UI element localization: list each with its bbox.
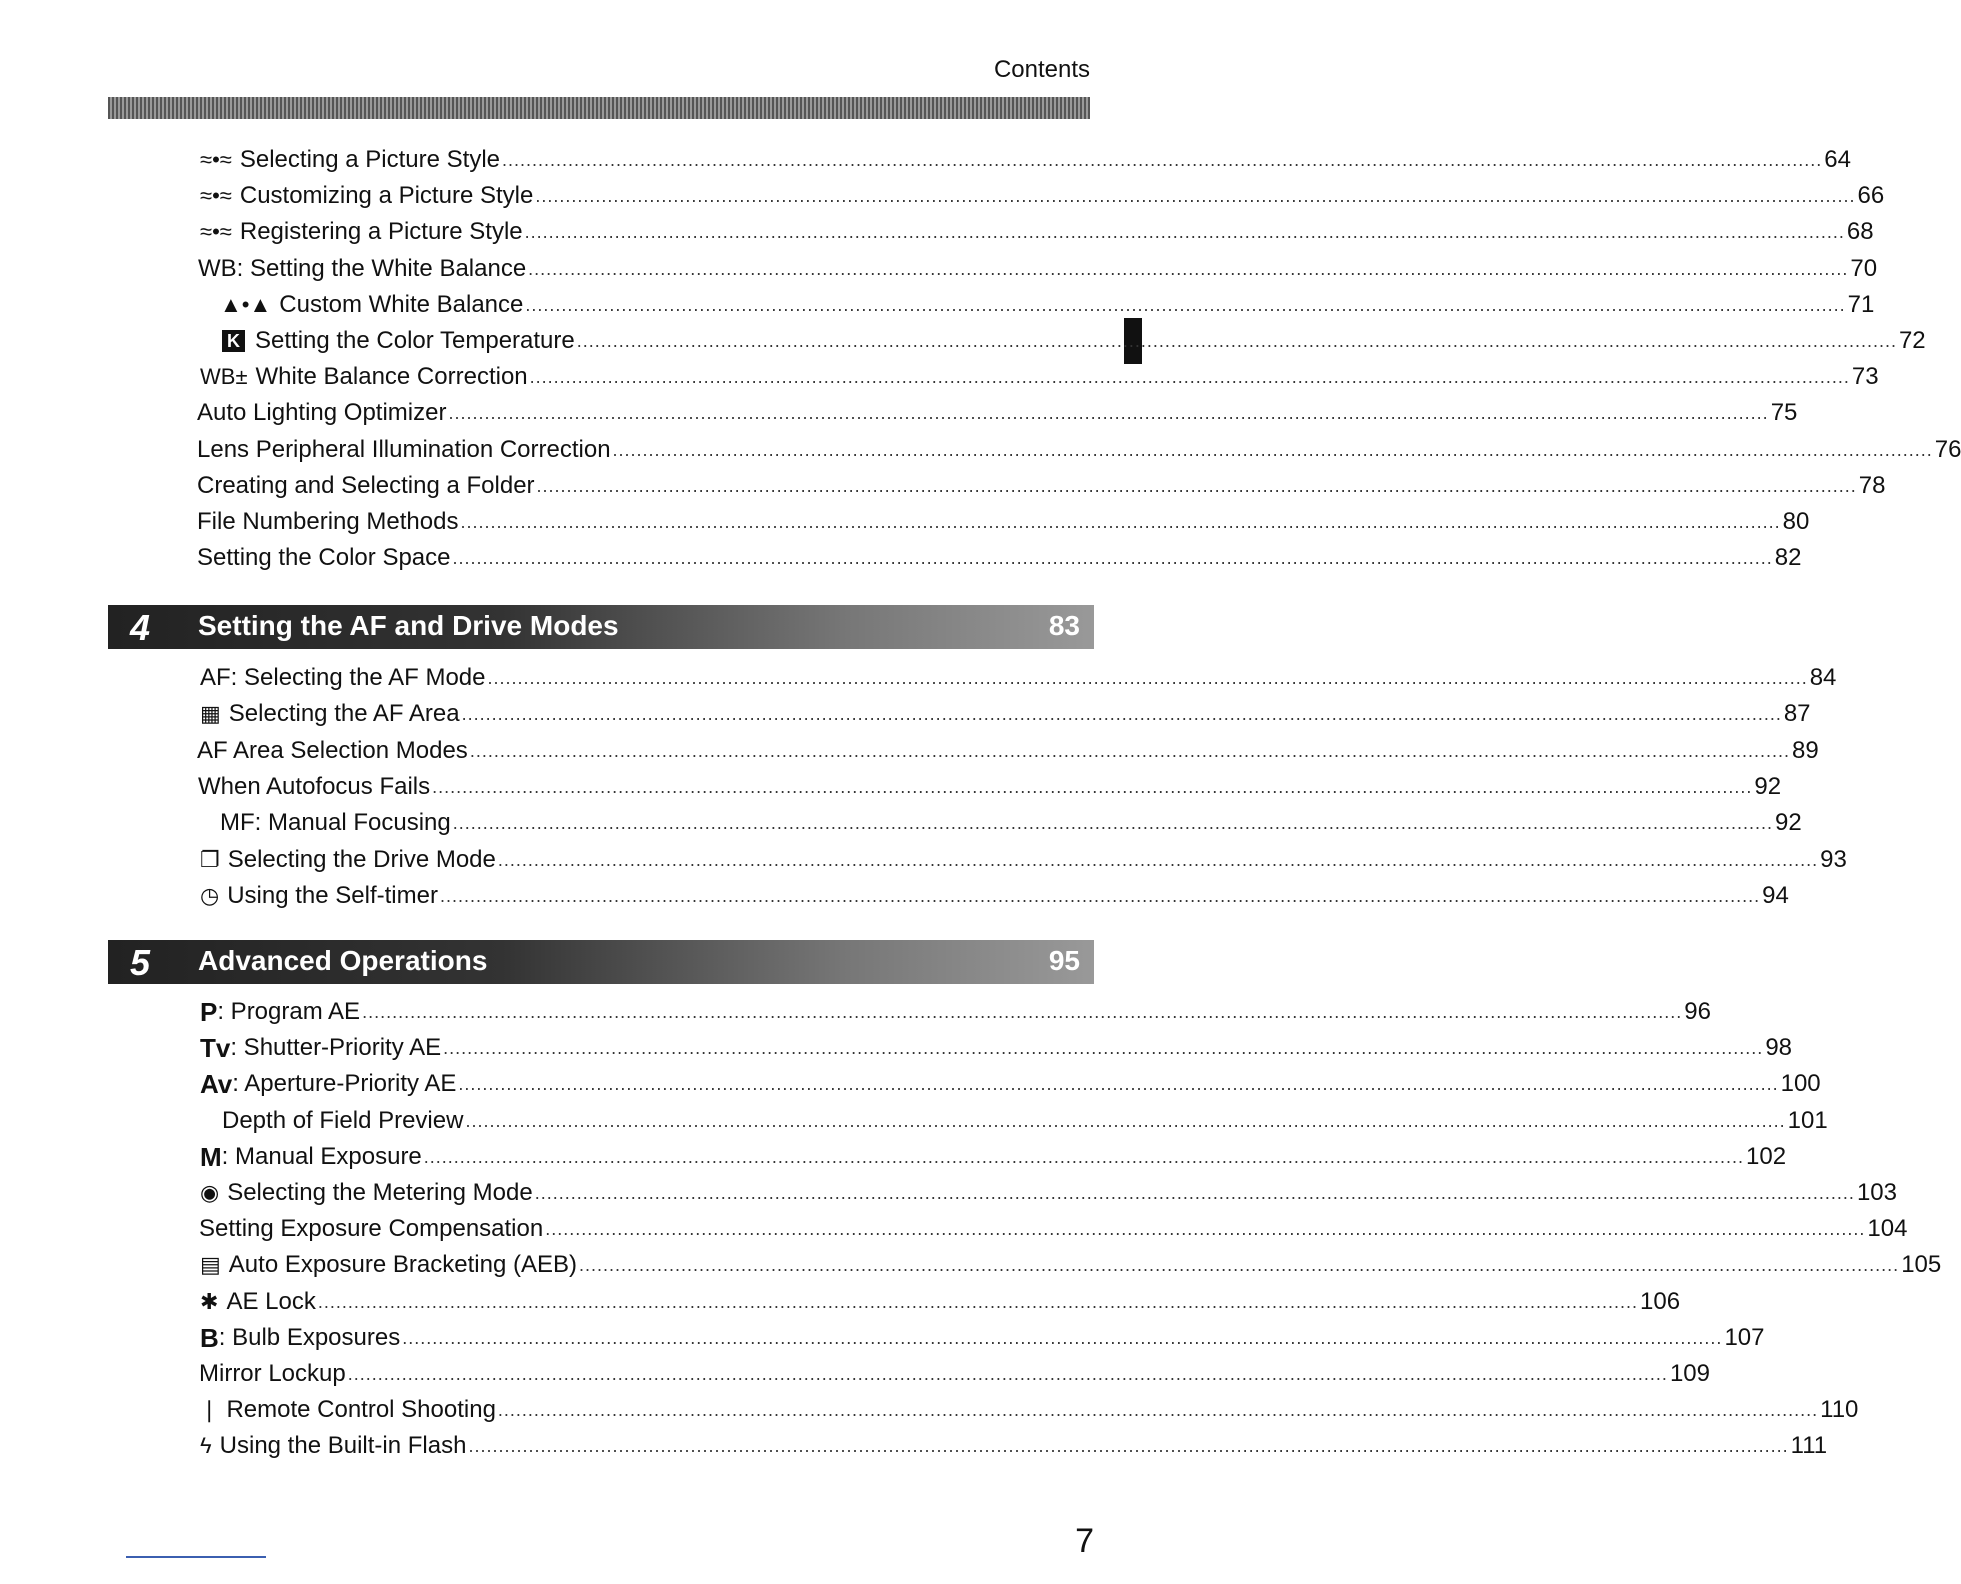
toc-entry-page: 107 <box>1724 1323 1765 1351</box>
dot-leader: ............................................................................................................................................................................................................................ <box>535 186 1856 207</box>
toc-entry[interactable] <box>198 251 1878 283</box>
toc-entry-label <box>222 327 575 355</box>
toc-entry-title: AE Lock <box>226 1287 316 1315</box>
picture-style-icon: ≈•≈ <box>200 147 232 172</box>
toc-entry-title: When Autofocus Fails <box>198 772 431 800</box>
toc-entry-page: 92 <box>1754 772 1782 800</box>
toc-entry-title: : Selecting the AF Mode <box>230 664 486 691</box>
toc-entry-label <box>197 472 535 500</box>
toc-entry-page: 68 <box>1846 218 1874 246</box>
toc-entry[interactable] <box>200 1139 1787 1172</box>
toc-entry-page: 104 <box>1867 1215 1908 1243</box>
toc-entry[interactable] <box>197 540 1802 572</box>
dot-leader: ............................................................................................................................................................................................................................ <box>461 704 1782 725</box>
toc-entry[interactable] <box>200 214 1874 246</box>
section-5-page: 95 <box>1048 945 1080 976</box>
section-4-title: Setting the AF and Drive Modes <box>198 610 619 641</box>
dot-leader: ............................................................................................................................................................................................................................ <box>448 403 1769 424</box>
toc-entry-title: Using the Self-timer <box>227 881 438 909</box>
ae-lock-icon: ✱ <box>200 1288 219 1314</box>
toc-entry-label <box>199 1360 346 1388</box>
toc-entry-label <box>222 1107 463 1135</box>
toc-entry[interactable] <box>200 1428 1828 1460</box>
toc-entry-page: 93 <box>1820 845 1847 873</box>
header-rule-bar <box>108 97 1090 119</box>
toc-entry[interactable] <box>199 1211 1908 1243</box>
mode-prefix: B <box>200 1322 219 1353</box>
toc-entry-title: Selecting the Metering Mode <box>227 1179 533 1206</box>
header-contents-label: Contents <box>993 56 1090 83</box>
section-5-header[interactable] <box>108 940 1094 984</box>
remote-control-icon: ❘ <box>200 1397 219 1423</box>
dot-leader: ............................................................................................................................................................................................................................ <box>452 548 1773 569</box>
dot-leader: ............................................................................................................................................................................................................................ <box>497 1400 1819 1421</box>
picture-style-icon: ≈•≈ <box>200 183 232 209</box>
section-4-header[interactable] <box>108 605 1094 649</box>
toc-entry-page: 64 <box>1824 146 1851 173</box>
toc-entry[interactable] <box>200 359 1879 391</box>
toc-entry[interactable] <box>198 769 1782 801</box>
footer-link-line <box>126 1556 266 1558</box>
toc-entry-title: Selecting a Picture Style <box>239 146 500 173</box>
mode-prefix: AF <box>200 664 231 691</box>
toc-entry-label <box>200 846 496 874</box>
toc-entry-page: 80 <box>1782 508 1810 535</box>
toc-entry-title: : Aperture-Priority AE <box>232 1070 457 1098</box>
dot-leader: ............................................................................................................................................................................................................................ <box>468 1436 1789 1457</box>
toc-entry-label <box>200 1034 441 1062</box>
toc-entry[interactable] <box>222 323 1926 355</box>
dot-leader: ............................................................................................................................................................................................................................ <box>362 1002 1683 1022</box>
toc-entry-label <box>198 255 526 283</box>
toc-entry-title: Custom White Balance <box>279 290 524 318</box>
wb-correction-icon: WB± <box>200 364 248 390</box>
toc-entry[interactable] <box>200 1247 1942 1279</box>
toc-entry[interactable] <box>197 504 1810 536</box>
toc-entry[interactable] <box>200 1030 1793 1064</box>
toc-entry-page: 96 <box>1684 998 1711 1025</box>
toc-entry-page: 98 <box>1765 1034 1793 1062</box>
toc-entry-title: : Bulb Exposures <box>218 1323 401 1351</box>
toc-entry-page: 94 <box>1762 881 1789 909</box>
toc-entry-label <box>200 1143 422 1171</box>
toc-entry-title: Remote Control Shooting <box>226 1396 496 1424</box>
toc-entry-label <box>200 1324 400 1352</box>
toc-entry[interactable] <box>197 395 1798 427</box>
flash-icon: ϟ <box>200 1433 212 1459</box>
toc-entry[interactable] <box>200 696 1811 728</box>
toc-entry-label <box>200 664 485 692</box>
toc-entry-title: Using the Built-in Flash <box>219 1432 467 1460</box>
toc-entry-page: 66 <box>1857 182 1885 210</box>
dot-leader: ............................................................................................................................................................................................................................ <box>452 813 1773 834</box>
toc-entry-page: 89 <box>1792 736 1819 764</box>
toc-entry[interactable] <box>220 287 1875 319</box>
toc-entry-page: 73 <box>1851 363 1879 391</box>
dot-leader: ............................................................................................................................................................................................................................ <box>465 1110 1786 1131</box>
toc-entry[interactable] <box>197 432 1961 464</box>
section-4-number: 4 <box>130 607 151 648</box>
toc-entry-label <box>200 1070 456 1098</box>
dot-leader: ............................................................................................................................................................................................................................ <box>443 1038 1764 1059</box>
toc-entry-label <box>200 1251 577 1279</box>
dot-leader: ............................................................................................................................................................................................................................ <box>432 776 1753 797</box>
toc-entry-title: Setting the Color Space <box>197 544 451 572</box>
toc-entry-page: 71 <box>1847 290 1875 318</box>
dot-leader: ............................................................................................................................................................................................................................ <box>458 1074 1779 1095</box>
dot-leader: ............................................................................................................................................................................................................................ <box>578 1255 1900 1276</box>
toc-entry-page: 109 <box>1669 1360 1710 1387</box>
toc-entry-title: Auto Exposure Bracketing (AEB) <box>228 1251 577 1279</box>
dot-leader: ............................................................................................................................................................................................................................ <box>524 222 1845 243</box>
toc-entry[interactable] <box>200 1066 1821 1100</box>
picture-style-icon: ≈•≈ <box>200 219 232 245</box>
toc-entry-page: 92 <box>1774 809 1802 837</box>
toc-entry[interactable] <box>197 468 1886 500</box>
toc-entry-title: Lens Peripheral Illumination Correction <box>197 435 611 463</box>
mode-prefix: WB <box>198 254 237 282</box>
section-5-number: 5 <box>130 942 151 983</box>
toc-entry-page: 78 <box>1858 471 1886 499</box>
toc-entry-title: Creating and Selecting a Folder <box>197 471 535 499</box>
toc-entry[interactable] <box>200 842 1847 874</box>
dot-leader: ............................................................................................................................................................................................................................ <box>402 1327 1723 1348</box>
toc-entry-label <box>200 1288 316 1316</box>
toc-entry-label <box>199 1215 543 1243</box>
toc-entry[interactable] <box>197 733 1819 765</box>
toc-entry-label <box>200 1396 496 1424</box>
toc-entry[interactable] <box>200 1320 1765 1353</box>
toc-entry-label <box>220 291 523 319</box>
toc-entry-page: 82 <box>1774 544 1802 572</box>
toc-entry[interactable] <box>200 178 1885 210</box>
toc-entry-title: Depth of Field Preview <box>222 1106 464 1134</box>
toc-entry-title: Mirror Lockup <box>199 1360 346 1387</box>
toc-entry-page: 84 <box>1809 664 1837 691</box>
dot-leader: ............................................................................................................................................................................................................................ <box>497 849 1819 870</box>
toc-entry-title: Registering a Picture Style <box>239 218 523 246</box>
toc-entry-page: 103 <box>1856 1179 1897 1206</box>
dot-leader: ............................................................................................................................................................................................................................ <box>502 150 1823 170</box>
dot-leader: ............................................................................................................................................................................................................................ <box>576 331 1897 351</box>
toc-entry-title: : Program AE <box>217 998 361 1025</box>
dot-leader: ............................................................................................................................................................................................................................ <box>536 475 1857 496</box>
toc-entry-page: 75 <box>1770 399 1798 427</box>
drive-mode-icon: ❐ <box>200 846 220 872</box>
dot-leader: ............................................................................................................................................................................................................................ <box>534 1183 1855 1203</box>
toc-entry-label <box>200 182 533 210</box>
toc-entry-title: Selecting the AF Area <box>228 700 460 728</box>
dot-leader: ............................................................................................................................................................................................................................ <box>347 1364 1668 1384</box>
custom-wb-icon: ▲•▲ <box>220 291 272 317</box>
toc-entry-title: White Balance Correction <box>255 363 528 391</box>
dot-leader: ............................................................................................................................................................................................................................ <box>439 885 1761 906</box>
mode-prefix: P <box>200 997 218 1027</box>
toc-entry-title: : Shutter-Priority AE <box>230 1034 442 1062</box>
toc-entry-page: 70 <box>1850 254 1878 282</box>
af-point-icon: ▦ <box>200 701 221 727</box>
toc-entry-label <box>200 363 528 391</box>
toc-entry-page: 111 <box>1790 1432 1828 1460</box>
toc-entry-page: 87 <box>1783 700 1811 728</box>
toc-entry-label <box>200 146 500 174</box>
aeb-icon: ▤ <box>200 1252 221 1278</box>
toc-entry-page: 101 <box>1787 1106 1828 1134</box>
toc-entry-label <box>200 1179 533 1207</box>
toc-entry-page: 100 <box>1780 1070 1821 1098</box>
mode-prefix: M <box>200 1141 222 1172</box>
toc-entry[interactable] <box>200 994 1711 1027</box>
dot-leader: ............................................................................................................................................................................................................................ <box>469 740 1791 761</box>
toc-entry-page: 102 <box>1746 1142 1787 1170</box>
toc-entry[interactable] <box>200 878 1789 910</box>
toc-entry-title: File Numbering Methods <box>197 508 459 535</box>
toc-entry-label <box>200 998 360 1026</box>
toc-entry-title: : Setting the White Balance <box>236 254 527 282</box>
mode-prefix: Av <box>200 1069 233 1100</box>
toc-entry-title: Setting Exposure Compensation <box>199 1215 544 1243</box>
dot-leader: ............................................................................................................................................................................................................................ <box>612 439 1933 460</box>
self-timer-icon: ◷ <box>200 882 220 908</box>
toc-entry[interactable] <box>200 660 1837 692</box>
page-number: 7 <box>1075 1522 1094 1560</box>
toc-entry-label <box>200 882 438 910</box>
toc-entry[interactable] <box>199 1356 1710 1388</box>
toc-entry-label <box>197 436 611 464</box>
toc-entry-title: Selecting the Drive Mode <box>227 845 496 873</box>
toc-entry-label <box>200 218 523 246</box>
toc-entry-label <box>197 737 468 765</box>
toc-entry-label <box>197 399 446 427</box>
toc-entry-label <box>198 773 430 801</box>
dot-leader: ............................................................................................................................................................................................................................ <box>487 668 1808 688</box>
dot-leader: ............................................................................................................................................................................................................................ <box>525 294 1846 315</box>
toc-entry-label <box>200 700 460 728</box>
toc-entry-page: 76 <box>1934 435 1961 463</box>
metering-mode-icon: ◉ <box>200 1180 220 1205</box>
toc-entry-label <box>197 508 458 536</box>
toc-entry-label <box>200 1432 466 1460</box>
toc-entry-title: MF: Manual Focusing <box>220 809 451 837</box>
toc-entry-page: 72 <box>1898 327 1926 354</box>
section-4-page: 83 <box>1048 610 1080 641</box>
toc-entry-title: Auto Lighting Optimizer <box>197 399 447 427</box>
dot-leader: ............................................................................................................................................................................................................................ <box>529 367 1850 388</box>
toc-entry-title: AF Area Selection Modes <box>197 736 468 764</box>
color-temperature-k-icon: K <box>222 330 245 352</box>
toc-entry[interactable] <box>200 1175 1897 1207</box>
section-5-title: Advanced Operations <box>198 945 488 976</box>
dot-leader: ............................................................................................................................................................................................................................ <box>545 1219 1866 1240</box>
dot-leader: ............................................................................................................................................................................................................................ <box>317 1291 1639 1312</box>
toc-entry-title: : Manual Exposure <box>221 1142 422 1170</box>
toc-entry-title: Customizing a Picture Style <box>239 182 534 210</box>
dot-leader: ............................................................................................................................................................................................................................ <box>423 1146 1744 1167</box>
dot-leader: ............................................................................................................................................................................................................................ <box>528 258 1849 279</box>
toc-entry[interactable] <box>222 1103 1828 1135</box>
toc-entry-label <box>197 544 451 572</box>
toc-entry-page: 106 <box>1640 1287 1681 1315</box>
toc-entry-label <box>220 809 451 837</box>
toc-entry[interactable] <box>220 805 1802 837</box>
toc-entry-page: 110 <box>1820 1396 1859 1424</box>
toc-entry-title: Setting the Color Temperature <box>255 327 575 354</box>
toc-entry-page: 105 <box>1901 1251 1942 1279</box>
toc-entry[interactable] <box>200 1284 1681 1316</box>
mode-prefix: Tv <box>200 1033 231 1064</box>
toc-entry[interactable] <box>200 142 1851 174</box>
dot-leader: ............................................................................................................................................................................................................................ <box>460 512 1781 532</box>
toc-entry[interactable] <box>200 1392 1859 1424</box>
